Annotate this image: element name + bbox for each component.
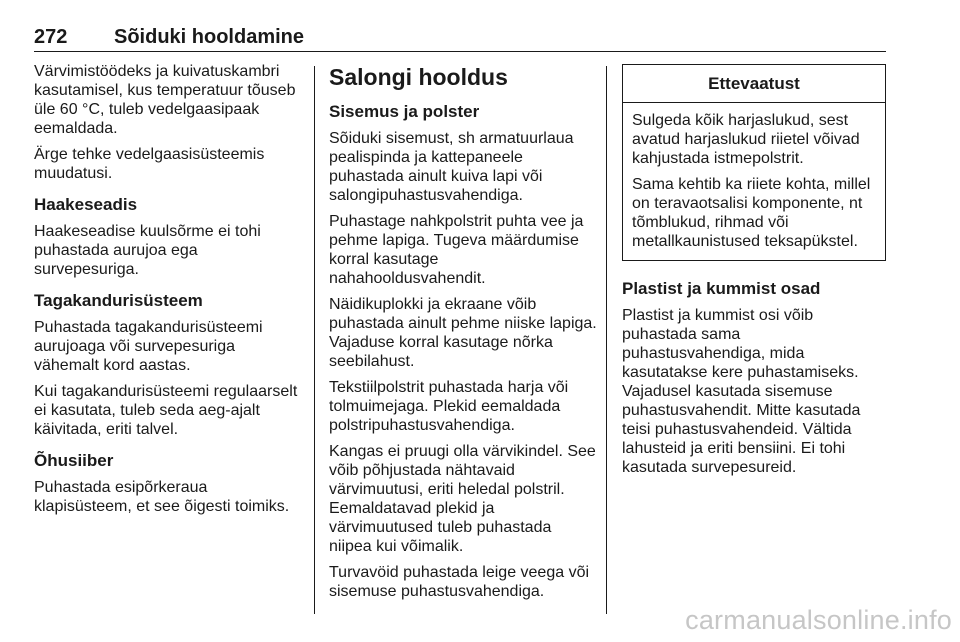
- interior-paragraph-2: Puhastage nahkpolstrit puhta vee ja pehme lapiga. Tugeva määrdumise korral kasutage nahahooldusvahendit.: [329, 213, 584, 287]
- interior-paragraph-4: Tekstiilpolstrit puhastada harja või tolmuimejaga. Plekid eemaldada polstripuhastusvahendiga.: [329, 379, 569, 434]
- interior-paragraph-3: Näidikuplokki ja ekraane võib puhastada ainult pehme niiske lapiga. Vajaduse korral kasutage nõrka seebilahust.: [329, 296, 597, 370]
- column-right: [622, 62, 886, 484]
- page-header: [34, 26, 886, 54]
- column-middle: [329, 62, 597, 608]
- plastic-rubber-paragraph: Plastist ja kummist osi võib puhastada sama puhastusvahendiga, mida kasutatakse kere puhastamiseks. Vajadusel kasutada sisemuse puhastusvahendit. Mitte kasutada teisi puhastusvahendeid. Vältida lahusteid ja eriti bensiini. Ei tohi kasutada survepesureid.: [622, 307, 861, 476]
- caution-paragraph-2: Sama kehtib ka riiete kohta, millel on teravaotsalisi komponente, nt tõmblukud, rihmad või metallkaunistused teksapükstel.: [632, 176, 871, 250]
- towbar-paragraph: Haakeseadise kuulsõrme ei tohi puhastada aurujoa ega survepesuriga.: [34, 223, 261, 278]
- chapter-title: Sõiduki hooldamine: [114, 26, 305, 48]
- exhaust-paragraph-1: Puhastada tagakandurisüsteemi aurujoaga või survepesuriga vähemalt kord aastas.: [34, 319, 263, 374]
- column-divider-1: [314, 66, 315, 614]
- caution-body: [623, 103, 885, 260]
- air-flap-paragraph: Puhastada esipõrkeraua klapisüsteem, et see õigesti toimiks.: [34, 479, 290, 515]
- column-left: [34, 62, 302, 523]
- interior-paragraph-5: Kangas ei pruugi olla värvikindel. See võib põhjustada nähtavaid värvimuutusi, eriti heledal polstril. Eemaldatavad plekid ja värvimuutused tuleb puhastada niipea kui võimalik.: [329, 443, 596, 555]
- header-rule: [34, 51, 886, 52]
- column-divider-2: [606, 66, 607, 614]
- lpg-modify-paragraph: Ärge tehke vedelgaasisüsteemis muudatusi.: [34, 146, 265, 182]
- plastic-rubber-heading: Plastist ja kummist osad: [622, 279, 821, 298]
- caution-box: [622, 64, 886, 261]
- caution-title: Ettevaatust: [623, 65, 885, 103]
- air-flap-heading: Õhusiiber: [34, 451, 114, 470]
- exhaust-paragraph-2: Kui tagakandurisüsteemi regulaarselt ei kasutata, tuleb seda aeg-ajalt käivitada, eriti talvel.: [34, 383, 298, 438]
- lpg-paint-paragraph: Värvimistöödeks ja kuivatuskambri kasutamisel, kus temperatuur tõuseb üle 60 °C, tuleb vedelgaasipaak eemaldada.: [34, 63, 296, 137]
- exhaust-heading: Tagakandurisüsteem: [34, 291, 203, 310]
- interior-paragraph-1: Sõiduki sisemust, sh armatuurlaua pealispinda ja kattepaneele puhastada ainult kuiva lapi või salongipuhastusvahendiga.: [329, 130, 574, 204]
- page-number: 272: [34, 26, 68, 48]
- section-title: Salongi hooldus: [329, 64, 508, 90]
- towbar-heading: Haakeseadis: [34, 195, 138, 214]
- watermark: carmanualsonline.info: [685, 605, 952, 635]
- interior-paragraph-6: Turvavöid puhastada leige veega või sisemuse puhastusvahendiga.: [329, 564, 590, 600]
- interior-heading: Sisemus ja polster: [329, 102, 480, 121]
- caution-paragraph-1: Sulgeda kõik harjaslukud, sest avatud harjaslukud riietel võivad kahjustada istmepolstrit.: [632, 112, 860, 167]
